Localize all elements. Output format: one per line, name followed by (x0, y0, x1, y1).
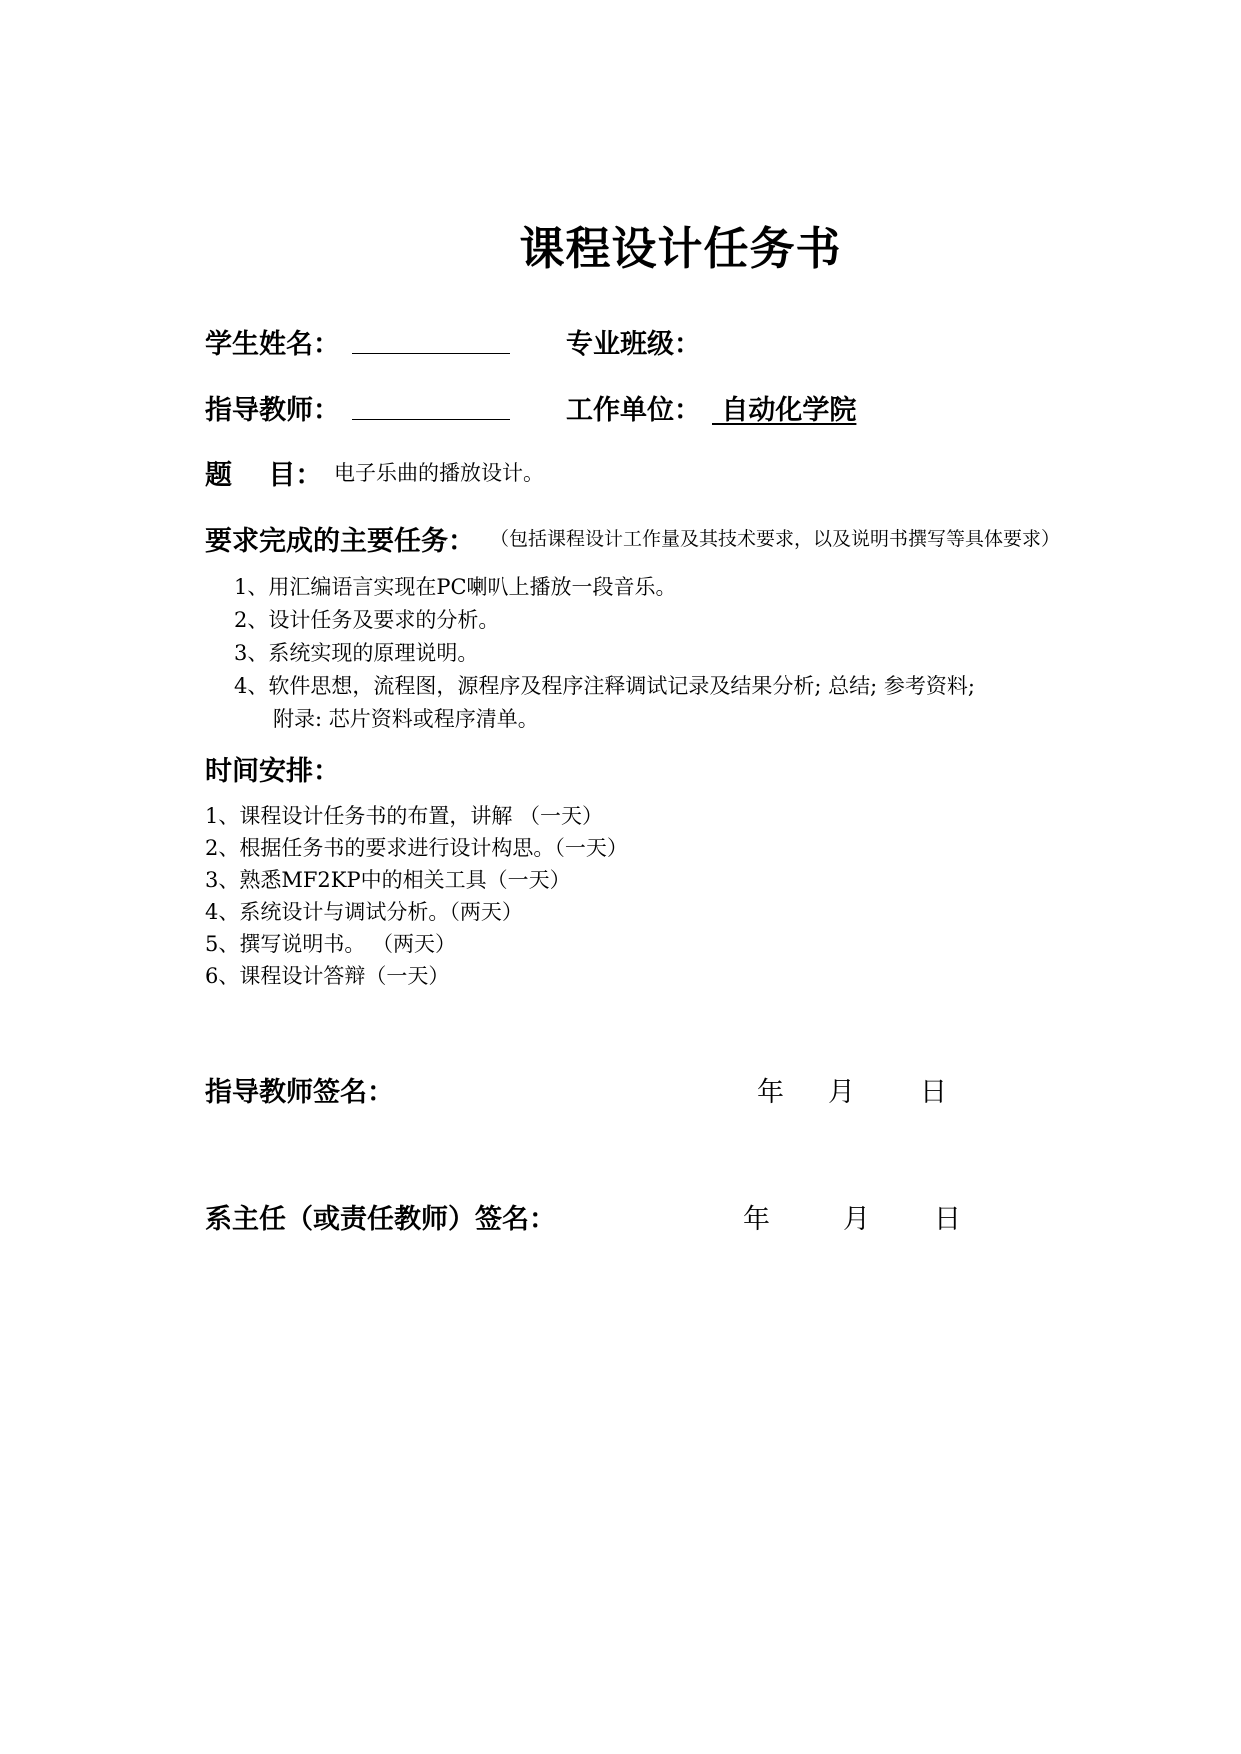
schedule-item: 4、系统设计与调试分析。（两天） (205, 900, 523, 924)
student-name-blank (352, 325, 510, 354)
page-title: 课程设计任务书 (519, 222, 842, 275)
head-sign-year: 年 (743, 1204, 770, 1235)
schedule-heading: 时间安排： (205, 756, 340, 787)
schedule-item: 6、课程设计答辩（一天） (205, 964, 450, 988)
schedule-item: 5、撰写说明书。 （两天） (205, 932, 457, 956)
tasks-note: （包括课程设计工作量及其技术要求，以及说明书撰写等具体要求） (490, 528, 1061, 550)
topic-value: 电子乐曲的播放设计。 (334, 461, 544, 485)
schedule-item: 1、课程设计任务书的布置，讲解 （一天） (205, 804, 604, 828)
task-item: 4、软件思想，流程图，源程序及程序注释调试记录及结果分析; 总结; 参考资料; (234, 674, 975, 698)
advisor-blank (352, 391, 510, 420)
task-item: 1、用汇编语言实现在PC喇叭上播放一段音乐。 (234, 575, 677, 599)
head-sign-month: 月 (843, 1204, 870, 1235)
advisor-sign-day: 日 (920, 1077, 947, 1108)
advisor-signature-label: 指导教师签名： (205, 1077, 394, 1108)
task-item: 2、设计任务及要求的分析。 (234, 608, 500, 632)
work-unit-value: 自动化学院 (712, 395, 857, 426)
schedule-item: 3、熟悉MF2KP中的相关工具（一天） (205, 868, 571, 892)
advisor-label: 指导教师： (205, 395, 340, 426)
head-sign-day: 日 (934, 1204, 961, 1235)
work-unit-label: 工作单位： (566, 395, 701, 426)
advisor-sign-year: 年 (757, 1077, 784, 1108)
student-name-label: 学生姓名： (205, 329, 340, 360)
advisor-sign-month: 月 (828, 1077, 855, 1108)
topic-label: 题 目： (205, 460, 323, 491)
major-class-label: 专业班级： (566, 329, 701, 360)
task-item: 3、系统实现的原理说明。 (234, 641, 479, 665)
department-head-signature-label: 系主任（或责任教师）签名： (205, 1204, 556, 1235)
task-item-continued: 附录: 芯片资料或程序清单。 (273, 707, 539, 731)
schedule-item: 2、根据任务书的要求进行设计构思。（一天） (205, 836, 628, 860)
tasks-heading: 要求完成的主要任务： (205, 526, 475, 557)
